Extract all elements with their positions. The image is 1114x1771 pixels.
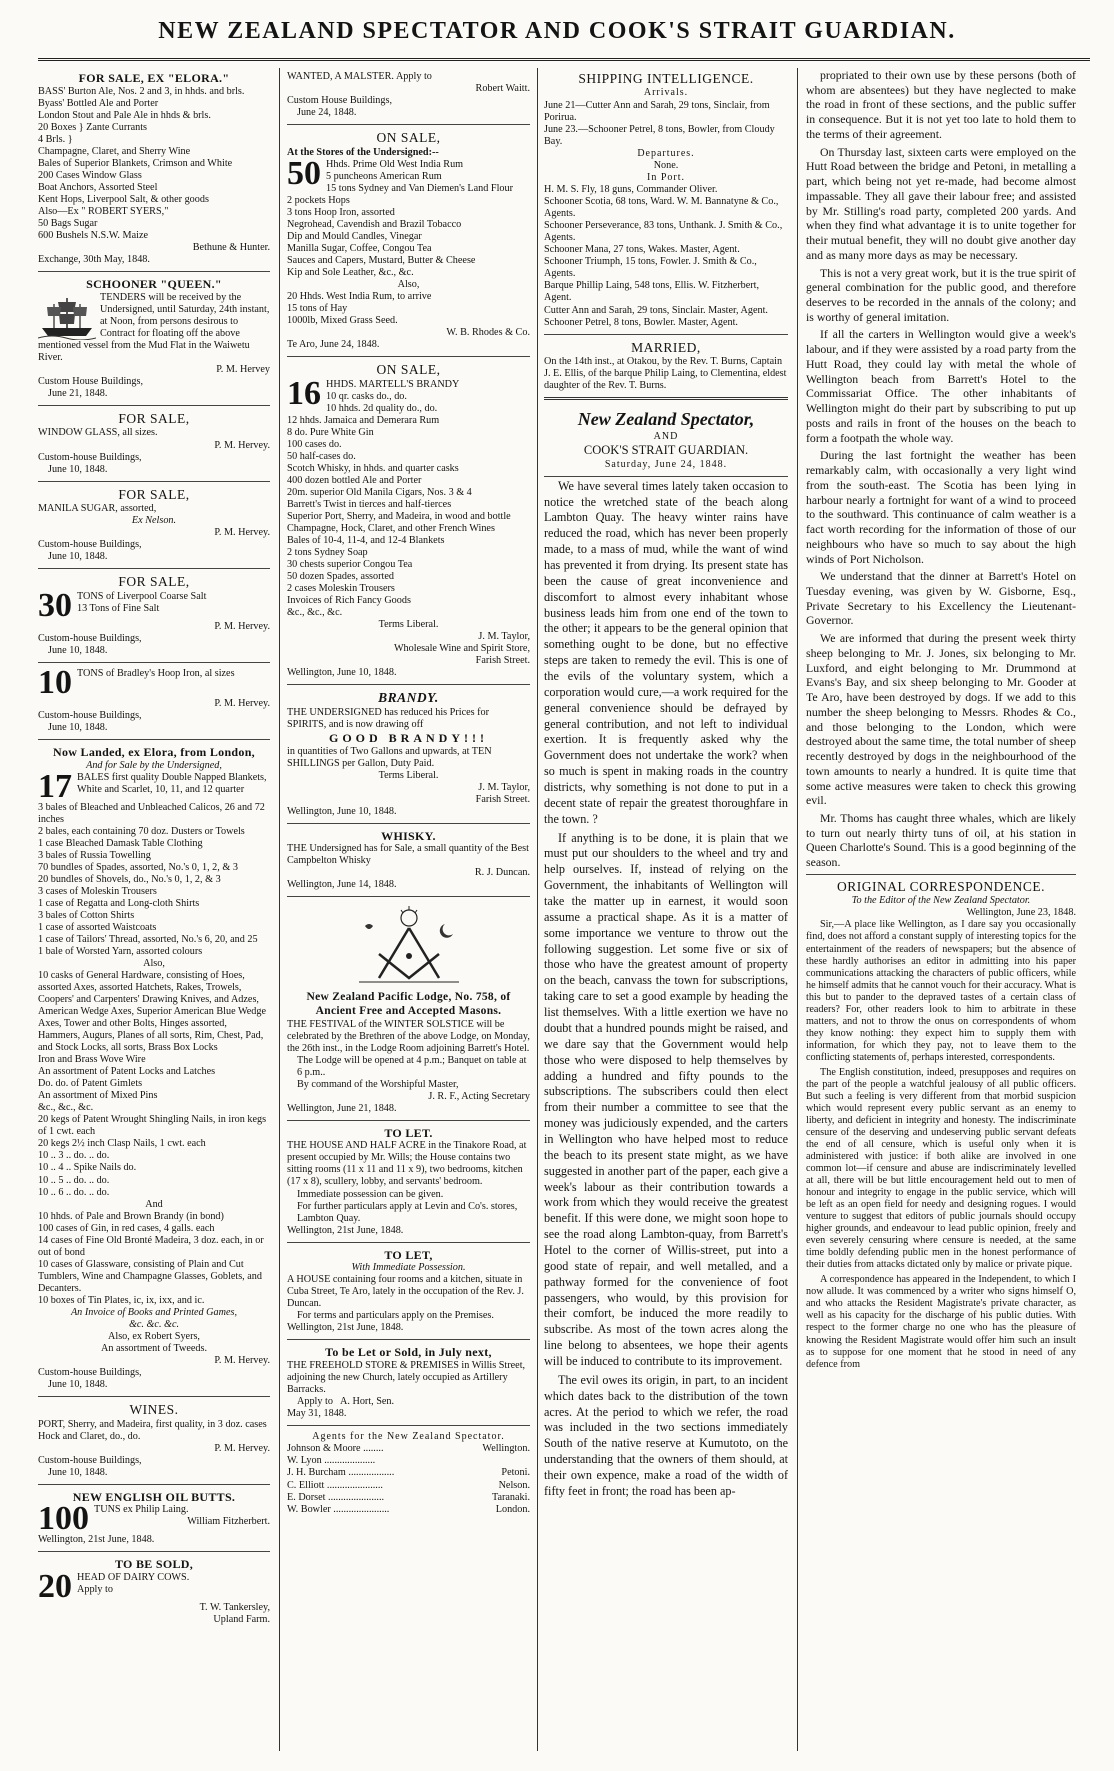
in-port-entry: Schooner Perseverance, 83 tons, Unthank. J. Smith & Co., Agents. [544, 220, 783, 244]
section-heading: SHIPPING INTELLIGENCE. [578, 71, 754, 86]
ad-item: 3 bales of Cotton Shirts [38, 909, 135, 921]
arrival-entry: June 21—Cutter Ann and Sarah, 29 tons, Sinclair, from Porirua. [544, 99, 770, 123]
ad-subline: Ex Nelson. [131, 515, 177, 527]
ad-item: 400 dozen bottled Ale and Porter [287, 474, 422, 486]
ad-heading: New Zealand Pacific Lodge, No. 758, of Ancient Free and Accepted Masons. [306, 991, 511, 1018]
paper-title: New Zealand Spectator, [577, 409, 755, 430]
paper-title-block [544, 402, 788, 477]
ad-big-number: 30 [38, 586, 72, 624]
ad-item: Kent Hops, Liverpool Salt, & other goods [38, 193, 209, 205]
ad-text: By command of the Worshipful Master, [297, 1078, 459, 1090]
ad-signer: A. Hort, Sen. [340, 1396, 395, 1408]
ad-freehold-store [287, 1342, 530, 1426]
ad-text: A HOUSE containing four rooms and a kitchen, situate in Cuba Street, Te Aro, lately in the occupation of the Rev. J. Duncan. [287, 1274, 524, 1310]
ad-big-number: 50 [287, 154, 321, 192]
ad-place: Custom-house Buildings, [38, 1454, 142, 1466]
masthead-rule [38, 58, 1090, 61]
masthead: NEW ZEALAND SPECTATOR AND COOK'S STRAIT GUARDIAN. [158, 18, 956, 44]
ad-oil-butts [38, 1487, 270, 1553]
agent-row [287, 1480, 530, 1492]
ad-text: Apply to [77, 1584, 113, 1595]
agent-name: Johnson & Moore ........ [287, 1443, 384, 1455]
ad-item: Barrett's Twist in tierces and half-tierces [287, 498, 452, 510]
ad-item: 10 .. 5 .. do. .. do. [38, 1174, 110, 1186]
ad-item: 1 case of Regatta and Long-cloth Shirts [38, 897, 200, 909]
column-divider [279, 68, 280, 1751]
ad-place: Custom-house Buildings, [38, 632, 142, 644]
ad-item: 12 hhds. Jamaica and Demerara Rum [287, 414, 440, 426]
letter-paragraph: A correspondence has appeared in the Independent, to which I now allude. It was commenced by a writer who signs himself O, and who attacks the Resident Magistrate's private character, as well as his capacity for the discharge of his public duties. With respect to the former charge no one who has the pleasure of knowing the Resident Magistrate would offer him such an insult as to suppose for one moment that he stood in need of any defence from [806, 1274, 1076, 1370]
agent-place: London. [495, 1503, 530, 1515]
ad-date: Te Aro, June 24, 1848. [287, 339, 380, 351]
ad-role: Farish Street. [475, 655, 530, 667]
ad-date: Wellington, June 10, 1848. [287, 667, 397, 679]
ad-item: Byass' Bottled Ale and Porter [38, 97, 159, 109]
ad-subline: And for Sale by the Undersigned, [86, 759, 222, 771]
ad-item: 5 puncheons American Rum [326, 170, 442, 182]
news-paragraph: This is not a very great work, but it is the true spirit of general combination for the public good, and therefore deserves to be recorded in the annals of the colony; and is worthy of general imitation. [806, 265, 1076, 324]
ad-terms: Terms Liberal. [378, 769, 439, 781]
ad-manila-sugar [38, 484, 270, 570]
arrivals-list [544, 100, 788, 148]
ad-item: Bales of 10-4, 11-4, and 12-4 Blankets [287, 535, 445, 546]
ad-item-list [38, 86, 270, 242]
agents-list [287, 1428, 530, 1520]
ad-text: For further particulars apply at Levin and Co's. stores, Lambton Quay. [297, 1200, 518, 1224]
column-3 [544, 68, 788, 1503]
ad-subline: At the Stores of the Undersigned:-- [287, 146, 439, 158]
agent-row [287, 1467, 530, 1479]
agent-place: Petoni. [501, 1467, 530, 1479]
ad-item: 1 case of Tailors' Thread, assorted, No.'s 6, 20, and 25 [38, 933, 258, 945]
in-port-entry: Schooner Petrel, 8 tons, Bowler. Master, Agent. [544, 316, 738, 328]
arrival-entry: June 23.—Schooner Petrel, 8 tons, Bowler, from Cloudy Bay. [544, 123, 775, 147]
ad-window-glass [38, 408, 270, 482]
ad-maltster [287, 68, 530, 125]
agent-place: Taranaki. [491, 1491, 530, 1503]
column-divider [797, 68, 798, 1751]
ad-text: THE Undersigned has for Sale, a small quantity of the Best Campbelton Whisky [287, 843, 529, 867]
ad-date: Wellington, 21st June, 1848. [38, 1534, 155, 1546]
ad-date: June 24, 1848. [297, 107, 357, 119]
ad-text: &c. &c. &c. [128, 1318, 180, 1330]
ad-item: 2 pockets Hops [287, 194, 350, 206]
ad-date: May 31, 1848. [287, 1408, 347, 1420]
ad-text: 10 casks of General Hardware, consisting of Hoes, assorted Axes, assorted Hatchets, Rakes, Trowels, Coopers' and Carpenters' Drawing Knives, and Adzes, American Wedge Axes, Superior American Blue Wedge Axes, Tower and other Bolts, Hinges assorted, Hammers, Augurs, Planes of all sorts, Rim, Chest, Pad, and Stock Locks, all sorts, Brass Box Locks [38, 969, 266, 1054]
news-paragraph: During the last fortnight the weather has been remarkably calm, with occasionally a very light wind from the south-east. The Scotia has been lying in harbour nearly a fortnight for want of a wind to proceed to the southward. This continuance of calm weather is a fact worth recording for the information of those of our neighbours who have so much to say about the high winds of Port Nicholson. [806, 448, 1076, 566]
article-paragraph: If anything is to be done, it is plain that we must put our shoulders to the wheel and try and help ourselves. If, instead of relying on the Government, the inhabitants of Wellington will take the matter up in earnest, it would soon assume a practical shape. As it is a matter of some importance we venture to throw out the following suggestion. Let some five or six of those who have the greatest amount of property on the beach, canvass the town for subscriptions, taking care to set a good example by heading the list themselves. With a little exertion we have no doubt that a hundred pounds might be raised, and we dare say that the Government would help those who were disposed to help themselves by adding a hundred and fifty pounds to the subscriptions. The subscribers could then elect from their number a committee to see that the money was judiciously expended, and the carters in Wellington who have helped most to reduce the beach to its present state might, as we have suggested in another part of the paper, each give a week's labour as their contribution towards a work from which they would receive the greatest benefit. If this were done, we might soon hope to see the road along Lambton-quay, from Barrett's Hotel to the corner of Willis-street, put into a good state of repair, and well metalled, and a pathway formed for the convenience of foot passengers, who would, by this provision for their comfort, be induced the more readily to subscribe. As most of the town acres along the line belong to absentees, we hope their agents will be induced to contribute to its improvement. [544, 830, 788, 1368]
ad-now-landed [38, 742, 270, 1397]
ad-item: Boat Anchors, Assorted Steel [38, 181, 158, 193]
ad-also: Also, [143, 957, 165, 969]
letter-date: Wellington, June 23, 1848. [966, 907, 1076, 919]
ad-place: Custom House Buildings, [38, 375, 143, 387]
ad-heading: TO LET, [384, 1247, 433, 1262]
agent-row [287, 1443, 530, 1455]
letter-paragraph: The English constitution, indeed, presupposes and requires on the part of the people a watchful jealousy of all public officers. But such a feeling is very different from that morbid suspicion which would represent every public servant as an enemy to liberty, and deficient in integrity and honesty. The indiscriminate censure of the deserving and undeserving public servant defeats the end of all censure, which is useful only when it is administered with justice: if both alike are involved in one common lot—if censure and abuse are indiscriminately levelled at all, there will be but little encouragement held out to men of honour and integrity to engage in the public service, which will be left as an open field for needy and designing rogues. I would venture to suggest that editors of public journals should occupy higher grounds, and endeavour to lead public opinion, freely and even severely censuring where censure is needed, at the same time boldly defending public men in the honest performance of their duties from attacks dictated only by malice or private pique. [806, 1066, 1076, 1271]
ad-signer: P. M. Hervey. [214, 439, 270, 451]
agent-row [287, 1455, 530, 1467]
ad-hoop-iron [38, 665, 270, 740]
news-paragraph: If all the carters in Wellington would give a week's labour, and if they were assisted by a road party from the Hutt Road, they could lay with metal the whole of Wellington beach from Barrett's Hotel to the Commissariat Office. The other inhabitants of Wellington might do their part by subscribing to put up posts and rails in front of the houses on the beach to form a footpath the whole way. [806, 327, 1076, 445]
ad-item: Scotch Whisky, in hhds. and quarter casks [287, 462, 459, 474]
ad-item: 10 qr. casks do., do. [326, 390, 407, 402]
in-port-entry: Cutter Ann and Sarah, 29 tons, Sinclair. Master, Agent. [544, 304, 768, 316]
ad-on-sale-rhodes [287, 127, 530, 357]
agent-name: E. Dorset ...................... [287, 1491, 385, 1503]
ad-item: Champagne, Hock, Claret, and other French Wines [287, 522, 495, 534]
ad-text: TONS of Bradley's Hoop Iron, al sizes [77, 667, 235, 679]
ad-text: BALES first quality Double Napped Blankets, White and Scarlet, 10, 11, and 12 quarter [77, 771, 267, 795]
ad-item: 10 .. 6 .. do. .. do. [38, 1186, 110, 1198]
ad-item: 1 bale of Worsted Yarn, assorted colours [38, 945, 203, 957]
ad-signer: P. M. Hervey. [214, 1442, 270, 1454]
ad-signer: J. R. F., Acting Secretary [428, 1090, 530, 1102]
ad-item: 2 cases Moleskin Trousers [287, 583, 395, 595]
ad-item: 3 tons Hoop Iron, assorted [287, 206, 395, 218]
ad-item: Iron and Brass Wove Wire [38, 1054, 146, 1066]
ad-item: 200 Cases Window Glass [38, 169, 142, 181]
ad-date: Wellington, June 14, 1848. [287, 879, 397, 891]
masonic-emblem-icon [349, 906, 469, 986]
ad-heading: WHISKY. [381, 828, 436, 843]
ad-item: 14 cases of Fine Old Bronté Madeira, 3 doz. each, in or out of bond [38, 1234, 264, 1258]
ad-signer: J. M. Taylor, [478, 781, 530, 793]
ad-heading: To be Let or Sold, in July next, [325, 1345, 492, 1360]
ad-item: 1 case of assorted Waistcoats [38, 921, 157, 933]
ad-heading: Now Landed, ex Elora, from London, [52, 744, 255, 759]
ad-place: Custom-house Buildings, [38, 539, 142, 551]
subsection-heading: Arrivals. [643, 87, 689, 99]
ad-date: Wellington, 21st June, 1848. [287, 1322, 404, 1334]
ad-date: Wellington, June 10, 1848. [287, 805, 397, 817]
in-port-list [544, 184, 788, 328]
ad-heading: TO LET. [384, 1125, 433, 1140]
ad-brandy [287, 687, 530, 823]
ad-date: June 21, 1848. [48, 387, 108, 399]
ad-date: Wellington, 21st June, 1848. [287, 1224, 404, 1236]
ad-heading: NEW ENGLISH OIL BUTTS. [72, 1489, 236, 1504]
in-port-entry: Schooner Triumph, 15 tons, Fowler. J. Smith & Co., Agents. [544, 256, 757, 280]
section-heading: MARRIED, [631, 339, 701, 355]
ad-item: 50 dozen Spades, assorted [287, 571, 394, 583]
ad-text: HEAD OF DAIRY COWS. [77, 1571, 190, 1583]
ad-text: THE HOUSE AND HALF ACRE in the Tinakore Road, at present occupied by Mr. Wills; the House contains two sitting rooms (11 x 11 and 11 x 9), two bedrooms, kitchen (17 x 8), scullery, lobby, and servants' bedroom. [287, 1140, 527, 1188]
ad-item: 20 Hhds. West India Rum, to arrive [287, 290, 432, 302]
ad-elora [38, 68, 270, 272]
ad-also: Also, [397, 278, 420, 290]
ad-text: THE FREEHOLD STORE & PREMISES in Willis Street, adjoining the new Church, lately occupied as Artillery Barracks. [287, 1360, 526, 1396]
ad-text: TONS of Liverpool Coarse Salt [77, 590, 207, 602]
ad-to-let-tinakore [287, 1123, 530, 1243]
ad-date: Wellington, June 21, 1848. [287, 1102, 397, 1114]
ad-item: &c., &c., &c. [287, 607, 343, 619]
in-port-entry: Schooner Mana, 27 tons, Wakes. Master, Agent. [544, 244, 740, 256]
ad-dateline: Exchange, 30th May, 1848. [38, 254, 150, 266]
ad-subline: With Immediate Possession. [351, 1262, 466, 1274]
ad-item: 10 hhds. of Pale and Brown Brandy (in bond) [38, 1210, 224, 1222]
ad-terms: Terms Liberal. [378, 619, 439, 631]
ad-item: Also—Ex " ROBERT SYERS," [38, 205, 169, 217]
ad-item: 600 Bushels N.S.W. Maize [38, 230, 148, 241]
ad-item: 10 boxes of Tin Plates, ic, ix, ixx, and ic. [38, 1294, 205, 1306]
article-paragraph: We have several times lately taken occasion to notice the wretched state of the beach along Lambton Quay. The heavy winter rains have reduced the road, which has never been properly made, to a mass of mud, while the want of wind has prevented it from drying. Its present state has been the cause of great inconvenience and discomfort to almost every inhabitant whose business leads him from one end of the town to the other; it appears to be the general opinion that something ought to be done, but no effective steps are taken to remedy the evil. This is one of the evils of the voluntary system, which a corporation would cure,—a work required for the general convenience should be defrayed by general contribution, and not left to individual exertion. It is frequently asked why the Government does not undertake the work? when so much is spent in making roads in the country districts, why something is not done to put in a decent state of repair the greatest thoroughfare in the town. ? [544, 478, 788, 826]
ad-text: Apply to [297, 1396, 333, 1408]
ad-item: 20 Boxes } Zante Currants [38, 121, 148, 133]
ad-signer: William Fitzherbert. [187, 1516, 270, 1528]
ad-on-sale-taylor [287, 359, 530, 685]
ad-item: 1 case Bleached Damask Table Clothing [38, 837, 203, 849]
ad-signer: Robert Waitt. [475, 83, 530, 95]
letter-addressee: To the Editor of the New Zealand Spectator. [851, 895, 1031, 907]
ad-item: Dip and Mould Candles, Vinegar [287, 230, 422, 242]
ad-text: MANILA SUGAR, assorted, [38, 503, 157, 515]
ad-item: Sauces and Capers, Mustard, Butter & Cheese [287, 254, 476, 266]
ad-item: 20m. superior Old Manila Cigars, Nos. 3 & 4 [287, 486, 472, 498]
ad-item: An assortment of Mixed Pins [38, 1090, 158, 1102]
ad-item: 8 do. Pure White Gin [287, 426, 374, 438]
ad-whisky [287, 826, 530, 898]
ad-heading: FOR SALE, EX "ELORA." [78, 71, 230, 85]
ad-place: Upland Farm. [213, 1614, 270, 1625]
ad-item: Kip and Sole Leather, &c., &c. [287, 266, 414, 278]
agent-name: W. Bowler ...................... [287, 1503, 390, 1515]
in-port-entry: Schooner Scotia, 68 tons, Ward. W. M. Bannatyne & Co., Agents. [544, 196, 779, 220]
ad-item: An assortment of Patent Locks and Latches [38, 1066, 216, 1078]
ad-item: 2 tons Sydney Soap [287, 547, 368, 559]
ad-text: THE UNDERSIGNED has reduced his Prices for SPIRITS, and is now drawing off [287, 706, 490, 730]
ad-item: 20 bundles of Shovels, do., No.'s 0, 1, 2, & 3 [38, 873, 221, 885]
ad-item: 3 bales of Russia Towelling [38, 849, 151, 861]
section-heading: ORIGINAL CORRESPONDENCE. [836, 878, 1045, 894]
ad-item: 2 bales, each containing 70 doz. Dusters or Towels [38, 825, 245, 837]
ad-signer: P. M. Hervey [216, 363, 270, 375]
ad-item-list [287, 291, 530, 327]
ad-salt [38, 571, 270, 663]
ad-item: 4 Brls. } [38, 133, 73, 145]
column-2 [287, 68, 530, 1523]
ad-item: 100 cases of Gin, in red cases, 4 galls. each [38, 1222, 215, 1234]
ad-item: 10 hhds. 2d quality do., do. [326, 402, 438, 414]
married-notice [544, 337, 788, 401]
ad-heading: FOR SALE, [118, 574, 190, 590]
ad-heading: ON SALE, [376, 130, 441, 146]
ad-item: 1000lb, Mixed Grass Seed. [287, 315, 398, 327]
news-paragraph: propriated to their own use by these persons (both of whom are absentees) but they have neglected to make the road in front of these sections, and the public suffer in consequence. But it is not yet too late to hold them to the terms of their agreement. [806, 68, 1076, 141]
ad-masonic-lodge [287, 899, 530, 1120]
ad-also: And [145, 1198, 163, 1210]
ad-big-number: 16 [287, 374, 321, 412]
divider [806, 874, 1076, 875]
ad-item: Do. do. of Patent Gimlets [38, 1078, 143, 1090]
agent-place: Nelson. [498, 1479, 530, 1491]
ad-signer: P. M. Hervey. [214, 620, 270, 632]
ad-item: 50 Bags Sugar [38, 217, 98, 229]
ad-role: Farish Street. [475, 793, 530, 805]
news-paragraphs [806, 68, 1076, 870]
ad-heading: TO BE SOLD, [114, 1557, 194, 1572]
in-port-entry: H. M. S. Fly, 18 guns, Commander Oliver. [544, 184, 718, 196]
ad-text: For terms and particulars apply on the Premises. [297, 1310, 494, 1322]
ad-heading: BRANDY. [378, 690, 439, 706]
ad-text: TUNS ex Philip Laing. [94, 1504, 189, 1516]
ad-place: Custom-house Buildings, [38, 1367, 142, 1378]
agent-row [287, 1504, 530, 1516]
ad-big-number: 10 [38, 663, 72, 701]
ad-text: 13 Tons of Fine Salt [77, 602, 160, 614]
ad-text: Immediate possession can be given. [297, 1188, 444, 1200]
ad-item: 100 cases do. [287, 438, 342, 450]
ad-signer: W. B. Rhodes & Co. [446, 327, 530, 339]
ad-text: WINDOW GLASS, all sizes. [38, 427, 158, 439]
ad-item: Superior Port, Sherry, and Madeira, in wood and bottle [287, 510, 511, 522]
agent-name: W. Lyon .................... [287, 1455, 376, 1467]
ad-item: 15 tons Sydney and Van Diemen's Land Flour [326, 182, 513, 194]
ad-text: TENDERS will be received by the Undersigned, until Saturday, 24th instant, at Noon, from persons desirous to Contract for floating off the above mentioned vessel from the Mud Flat in the Waiwetu River. [38, 291, 270, 363]
ad-signer: P. M. Hervey. [214, 1354, 270, 1366]
leading-article [544, 479, 788, 1500]
ad-date: June 10, 1848. [48, 551, 108, 563]
ad-item: London Stout and Pale Ale in hhds & brls. [38, 109, 211, 121]
ad-item: Negrohead, Cavendish and Brazil Tobacco [287, 218, 462, 230]
ad-place: Custom House Buildings, [287, 95, 392, 107]
news-paragraph: On Thursday last, sixteen carts were employed on the Hutt Road between the bridge and Petoni, in metalling a part, which being not yet re-made, had become almost impassable. They all gave their labour free; and assisted by Mr. Stilling's road party, completed 200 yards. And when they find what advantage it is to unite together for their mutual benefit, they will no doubt give another day and as many more days as may be necessary. [806, 144, 1076, 262]
ad-heading: SCHOONER "QUEEN." [86, 277, 222, 292]
news-paragraph: We are informed that during the present week thirty sheep belonging to Mr. J. Jones, six belonging to Mr. Luxford, and eight belonging to Mr. Drummond at Evans's Bay, and six sheep belonging to Mr. Gooder at Te Aro, have been destroyed by dogs. If we add to this number the sheep belonging to Messrs. Rhodes & Co., and those belonging to the London, which were destroyed about the same time, the total number of sheep recently destroyed by dogs in the neighbourhood of the town amounts to nearly a hundred. It is quite time that some active measures were taken to check this growing evil. [806, 631, 1076, 808]
ad-item: 10 cases of Glassware, consisting of Plain and Cut Tumblers, Wine and Champagne Glasses, Goblets, and Decanters. [38, 1258, 262, 1294]
ad-text: An assortment of Tweeds. [100, 1342, 208, 1354]
ad-heading: FOR SALE, [118, 411, 190, 426]
ad-item: 20 kegs 2½ inch Clasp Nails, 1 cwt. each [38, 1138, 206, 1150]
ad-item-list [287, 391, 530, 620]
notice-text: On the 14th inst., at Otakou, by the Rev. T. Burns, Captain J. E. Ellis, of the barque Philip Laing, to Clementina, eldest daughter of the Rev. T. Burns. [544, 356, 787, 392]
ad-signer: Bethune & Hunter. [192, 242, 270, 254]
ad-item: 70 bundles of Spades, assorted, No.'s 0, 1, 2, & 3 [38, 861, 238, 873]
agent-name: J. H. Burcham .................. [287, 1467, 395, 1479]
ad-text: in quantities of Two Gallons and upwards, at TEN SHILLINGS per Gallon, Duty Paid. [287, 745, 492, 769]
ad-place: Custom-house Buildings, [38, 451, 142, 463]
ad-signer: J. M. Taylor, [478, 631, 530, 643]
subsection-heading: Departures. [637, 147, 695, 159]
ad-item: 10 .. 3 .. do. .. do. [38, 1150, 110, 1162]
ad-item: Bales of Superior Blankets, Crimson and White [38, 157, 233, 169]
ad-item: 30 chests superior Congou Tea [287, 559, 413, 571]
article-paragraph: The evil owes its origin, in part, to an incident which dates back to the distribution of the town acres. At the period to which we refer, the road was included in the two sections immediately South of the native reserve at Kumutoto, on the understanding that the owners of them should, at their own expence, make a road of the width of fifty feet in front; the road has been ap- [544, 1372, 788, 1498]
ad-big-number: 100 [38, 1500, 89, 1538]
ad-schooner-queen [38, 274, 270, 406]
ad-item: Invoices of Rich Fancy Goods [287, 595, 411, 607]
news-paragraph: We understand that the dinner at Barrett's Hotel on Tuesday evening, was given by W. Gisborne, Esq., Private Secretary to his Excellency the Lieutenant-Governor. [806, 569, 1076, 628]
ad-item: 3 cases of Moleskin Trousers [38, 885, 157, 897]
ad-text: Hhds. Prime Old West India Rum [326, 158, 464, 170]
column-4 [806, 68, 1076, 1374]
shipping-intelligence [544, 68, 788, 335]
subsection-heading: In Port. [647, 172, 685, 183]
paper-subtitle: COOK'S STRAIT GUARDIAN. [583, 443, 749, 458]
ad-signer: R. J. Duncan. [474, 867, 530, 879]
ad-text: HHDS. MARTELL'S BRANDY [326, 378, 460, 390]
ad-signer: T. W. Tankersley, [199, 1601, 270, 1613]
news-paragraph: Mr. Thoms has caught three whales, which are likely to turn out nearly thirty tuns of oil, at his station in Queen Charlotte's Sound. This is a good beginning of the season. [806, 810, 1076, 870]
ad-text: PORT, Sherry, and Madeira, first quality, in 3 doz. cases [38, 1418, 267, 1430]
letter-paragraph: Sir,—A place like Wellington, as I dare say you occasionally find, does not afford a constant supply of interesting topics for the entertainment of the readers of newspapers; but the absence of these hardly authorises an editor in admitting into his paper communications attacking the characters of public officers, while he himself admits that he cannot vouch for their accuracy. What is this but to pander to the depraved tastes of a certain class of readers? For, other readers look to him to arbitrate in these matters, and not to throw the onus on correspondents of whom they know nothing: they expect him to supply them with information, for which they pay, not to leave them to the conflicting statements of, perhaps interested, correspondents. [806, 919, 1076, 1063]
agent-name: C. Elliott ...................... [287, 1479, 383, 1491]
ad-date: June 10, 1848. [48, 1466, 108, 1478]
ad-item: BASS' Burton Ale, Nos. 2 and 3, in hhds. and brls. [38, 85, 245, 97]
ad-item: 20 kegs of Patent Wrought Shingling Nails, in iron kegs of 1 cwt. each [38, 1114, 267, 1138]
column-1 [38, 68, 270, 1633]
ad-signer: P. M. Hervey. [214, 527, 270, 539]
ad-big-number: 17 [38, 767, 72, 805]
agent-place: Wellington. [482, 1443, 530, 1455]
ad-date: June 10, 1848. [48, 1379, 108, 1391]
ad-text: The Lodge will be opened at 4 p.m.; Banquet on table at 6 p.m.. [297, 1054, 527, 1078]
paper-date: Saturday, June 24, 1848. [604, 458, 728, 470]
agent-row [287, 1492, 530, 1504]
departures-value: None. [653, 159, 679, 171]
ad-date: June 10, 1848. [48, 463, 108, 475]
paper-title-and: AND [653, 431, 679, 443]
ad-item: 50 half-cases do. [287, 450, 356, 462]
ad-item-list [38, 1211, 270, 1307]
ad-signer: P. M. Hervey. [214, 697, 270, 709]
ad-text: WANTED, A MALSTER. Apply to [287, 71, 432, 82]
ad-big-number: 20 [38, 1567, 72, 1605]
ad-heading: WINES. [129, 1402, 179, 1418]
ad-place: Custom-house Buildings, [38, 709, 142, 721]
ad-wines [38, 1399, 270, 1485]
column-divider [537, 68, 538, 1751]
ad-item: Champagne, Claret, and Sherry Wine [38, 145, 191, 157]
ad-item: 3 bales of Bleached and Unbleached Calicos, 26 and 72 inches [38, 801, 265, 825]
ad-dairy-cows [38, 1554, 270, 1631]
ad-item: 10 .. 4 .. Spike Nails do. [38, 1162, 137, 1174]
ad-item: Manilla Sugar, Coffee, Congou Tea [287, 242, 432, 254]
ad-role: Wholesale Wine and Spirit Store, [393, 643, 530, 655]
ad-date: June 10, 1848. [48, 721, 108, 733]
ad-text: THE FESTIVAL of the WINTER SOLSTICE will be celebrated by the Brethren of the above Lodge, on Monday, the 26th inst., in the Lodge Room adjoining Barrett's Hotel. [287, 1018, 530, 1054]
ad-text: Also, ex Robert Syers, [108, 1330, 200, 1342]
in-port-entry: Barque Phillip Laing, 548 tons, Ellis. W. Fitzherbert, Agent. [544, 280, 760, 304]
ad-date: June 10, 1848. [48, 644, 108, 656]
ad-item: 15 tons of Hay [287, 303, 348, 314]
agents-heading: Agents for the New Zealand Spectator. [312, 1431, 505, 1443]
agents-table [287, 1443, 530, 1515]
ad-heading: FOR SALE, [118, 486, 190, 502]
correspondence-letter [806, 919, 1076, 1370]
ad-item-list [38, 1054, 270, 1198]
ad-to-let-cuba [287, 1245, 530, 1341]
ad-heading: ON SALE, [376, 362, 441, 378]
ship-icon [38, 294, 96, 340]
ad-text: Hock and Claret, do., do. [38, 1430, 141, 1442]
ad-item-list [38, 802, 270, 958]
ad-text: An Invoice of Books and Printed Games, [70, 1306, 238, 1318]
ad-item: &c., &c., &c. [38, 1102, 94, 1114]
ad-highlight: GOOD BRANDY!!! [329, 730, 488, 745]
